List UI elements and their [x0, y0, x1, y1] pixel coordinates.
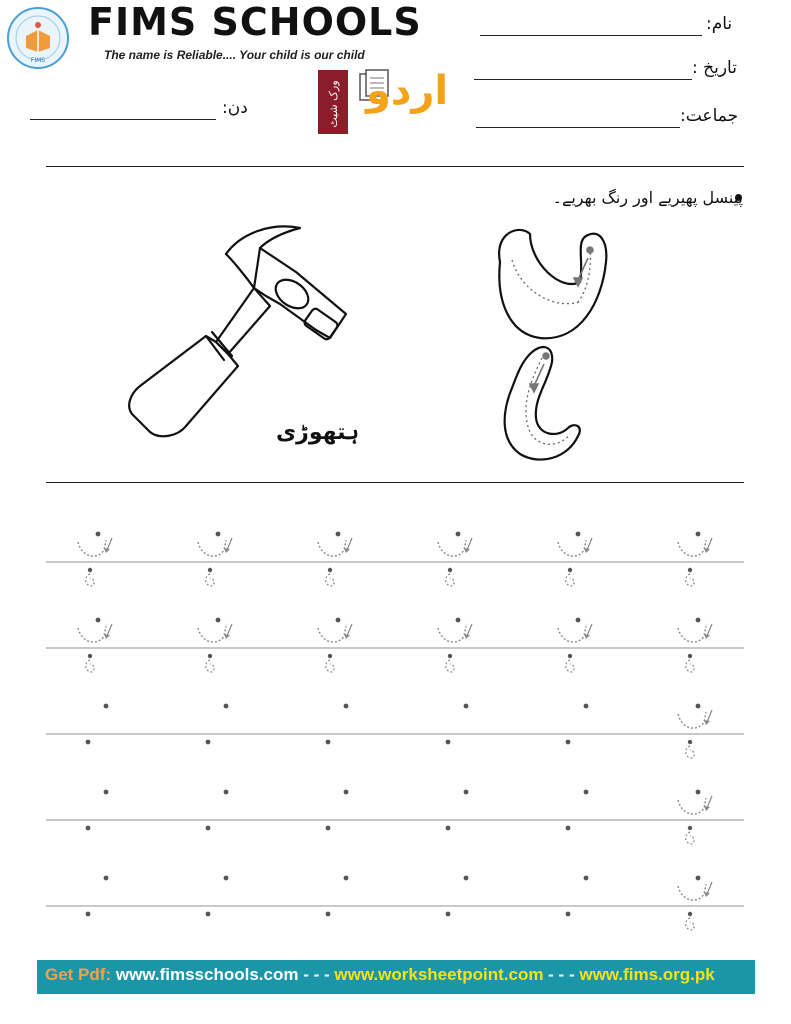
- traced-letter[interactable]: [78, 618, 112, 672]
- start-dot: [344, 876, 349, 881]
- start-dot: [446, 740, 451, 745]
- start-dot: [206, 826, 211, 831]
- traced-letter[interactable]: [678, 532, 712, 586]
- traced-letter[interactable]: [678, 876, 712, 930]
- picture-label: ہتھوڑی: [276, 420, 360, 445]
- start-dot: [206, 740, 211, 745]
- traced-letter[interactable]: [678, 704, 712, 758]
- traced-letter[interactable]: [678, 618, 712, 672]
- traced-letter[interactable]: [198, 532, 232, 586]
- start-dot: [464, 704, 469, 709]
- start-dot: [86, 740, 91, 745]
- footer-text: [45, 965, 715, 985]
- start-dot: [326, 912, 331, 917]
- start-dot: [206, 912, 211, 917]
- start-dot: [104, 704, 109, 709]
- start-dot: [446, 912, 451, 917]
- name-label: نام:: [706, 14, 733, 34]
- start-dot: [344, 704, 349, 709]
- start-dot: [104, 790, 109, 795]
- traced-letter[interactable]: [678, 790, 712, 844]
- start-dot: [566, 826, 571, 831]
- start-dot: [464, 790, 469, 795]
- traced-letter[interactable]: [198, 618, 232, 672]
- traced-letter[interactable]: [318, 618, 352, 672]
- start-dot: [566, 912, 571, 917]
- start-dot: [584, 790, 589, 795]
- footer-link-fims[interactable]: www.fims.org.pk: [579, 965, 715, 984]
- traced-letter[interactable]: [438, 618, 472, 672]
- start-dot: [446, 826, 451, 831]
- footer-separator: - - -: [298, 965, 335, 984]
- instruction-text: پینسل پھیریے اور رنگ بھریے۔: [552, 188, 743, 207]
- start-dot: [224, 704, 229, 709]
- day-label: دن:: [222, 98, 248, 118]
- start-dot: [584, 704, 589, 709]
- start-dot: [566, 740, 571, 745]
- start-dot: [464, 876, 469, 881]
- footer-link-worksheetpoint[interactable]: www.worksheetpoint.com: [334, 965, 544, 984]
- start-dot: [584, 876, 589, 881]
- tagline: The name is Reliable.... Your child is our child: [104, 48, 365, 62]
- footer-separator: - - -: [543, 965, 580, 984]
- traced-letter[interactable]: [558, 618, 592, 672]
- start-dot: [326, 826, 331, 831]
- footer-prefix: Get Pdf:: [45, 965, 112, 984]
- start-dot: [86, 912, 91, 917]
- svg-text:FIMS: FIMS: [30, 57, 46, 64]
- class-label: جماعت:: [680, 106, 739, 126]
- traced-letter[interactable]: [438, 532, 472, 586]
- footer-link-fimsschools[interactable]: www.fimsschools.com: [115, 965, 299, 984]
- date-label: تاریخ :: [692, 58, 737, 78]
- traced-letter[interactable]: [558, 532, 592, 586]
- school-name: FIMS SCHOOLS: [88, 0, 422, 44]
- start-dot: [104, 876, 109, 881]
- start-dot: [326, 740, 331, 745]
- subject-title: اردو: [366, 68, 449, 114]
- footer-banner: [37, 960, 755, 994]
- start-dot: [86, 826, 91, 831]
- start-dot: [224, 790, 229, 795]
- start-dot: [344, 790, 349, 795]
- worksheet-badge: ورک شیٹ: [327, 80, 340, 128]
- start-dot: [224, 876, 229, 881]
- traced-letter[interactable]: [318, 532, 352, 586]
- traced-letter[interactable]: [78, 532, 112, 586]
